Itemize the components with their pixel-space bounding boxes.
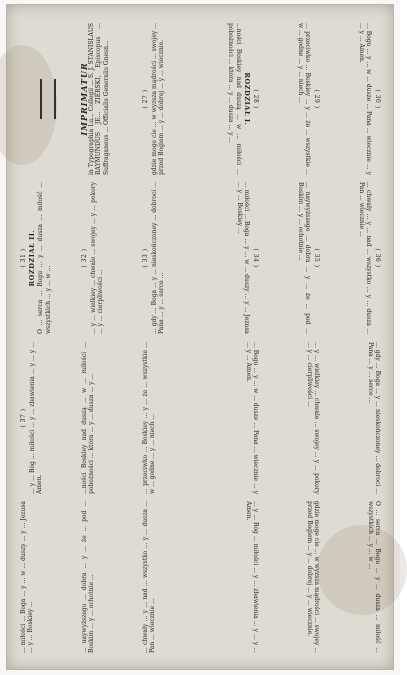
page-cell xyxy=(19,340,76,496)
page-text: in Typographia Lu... Collegii ... S. J. STANISLAUS RAYMUNDUS JE... ZIERSKI, Episcopus ... Suffraganeus ... Officialis Generalis Gnesn... xyxy=(87,22,110,175)
page-text: ...ności Boskiey nad duszą ... w ... miłości ... pobożności ... która ... y ... dusza ... y ... xyxy=(80,341,95,494)
ornament xyxy=(40,79,56,119)
page-block xyxy=(203,23,259,175)
page-number: ( 30 ) xyxy=(373,89,381,109)
page-text: ... y ... Bóg ... miłości ... y ... zbawienia ... y ... y ... Amen. xyxy=(244,501,259,654)
page-cell xyxy=(202,340,259,496)
page-text: ... miłości ... Boga ... y ... w ... duszy ... y ... Jezusa ... y ... Boskiey ... xyxy=(235,182,250,335)
page-grid xyxy=(19,21,381,655)
page-cell xyxy=(324,340,381,496)
page-block xyxy=(325,501,381,653)
page-cell xyxy=(80,340,137,496)
page-block xyxy=(264,23,320,175)
page-cell xyxy=(141,21,198,177)
page-block xyxy=(20,501,76,653)
page-block xyxy=(78,22,137,175)
page-cell xyxy=(263,181,320,337)
page-block xyxy=(203,342,259,494)
page-number: ( 33 ) xyxy=(141,248,149,268)
page-text: ... naywyższego ... dobra ... y ... że ... pod ... Boskim ... y ... ochotnie ... xyxy=(80,501,95,654)
page-cell xyxy=(263,21,320,177)
page-cell xyxy=(324,500,381,656)
page-block xyxy=(142,182,198,334)
page-text: ... gdy ... Boga ... y ... nieskończoney ... dobroci ... Pana ... y ... serce ... xyxy=(150,182,165,335)
page-text: gdzie moge cie ... w wyzsza mądrości ... swojey ... przed Bogiem ... y ... dobrej ... y ... wiecznie. xyxy=(150,22,165,175)
page-text: ... y ... wielkiey ... chwale ... swojey ... y ... pokory ... y ... cierpliwości ... xyxy=(89,182,104,335)
page-text: ... miłości ... Boga ... y ... w ... duszy ... y ... Jezusa ... y ... Boskiey ... xyxy=(19,501,34,654)
page-cell xyxy=(202,181,259,337)
page-cell xyxy=(19,500,76,656)
page-text: ... gdy ... Boga ... y ... nieskończoney ... dobroci ... Pana ... y ... serce ... xyxy=(366,341,381,494)
chapter-heading: ROZDZIAŁ II. xyxy=(27,229,36,287)
page-block xyxy=(264,342,320,494)
page-block xyxy=(142,501,198,653)
page-block xyxy=(142,342,198,494)
page-text: ...ności Boskiey nad duszą ... w ... miłości ... pobożności ... która ... y ... dusza ... y ... xyxy=(226,22,242,175)
page-block xyxy=(325,342,381,494)
page-number: ( 28 ) xyxy=(251,89,259,109)
page-text: ... przeciwko ... Boskiey ... y ... że ... wszystkie ... w ... godne ... y ... niech ... xyxy=(296,22,311,175)
printed-sheet xyxy=(6,4,394,670)
page-cell xyxy=(19,181,76,337)
page-cell xyxy=(141,181,198,337)
page-cell xyxy=(263,500,320,656)
page-cell xyxy=(80,21,137,177)
page-cell xyxy=(324,21,381,177)
page-cell xyxy=(141,340,198,496)
page-block xyxy=(142,23,198,175)
page-block xyxy=(264,182,320,334)
page-cell xyxy=(263,340,320,496)
page-text: ... y ... wielkiey ... chwale ... swojey ... y ... pokory ... y ... cierpliwości ... xyxy=(305,341,320,494)
page-text: ... naywyższego ... dobra ... y ... że ... pod ... Boskim ... y ... ochotnie ... xyxy=(296,182,311,335)
page-number: ( 29 ) xyxy=(312,89,320,109)
page-text: O ... serca ... Bogu ... y ... dusza ... miłość ... wszystkich ... y ... w ... xyxy=(36,182,52,335)
page-cell xyxy=(202,500,259,656)
page-number: ( 37 ) xyxy=(19,408,27,428)
page-block xyxy=(325,23,381,175)
page-cell xyxy=(80,181,137,337)
page-number: ( 31 ) xyxy=(19,248,27,268)
page-text: ... Bogu ... y ... w ... dusze ... Pana ... wiecznie ... y ... y ... Amen. xyxy=(357,22,372,175)
page-number: ( 36 ) xyxy=(373,248,381,268)
imprimatur-title: IMPRIMATUR xyxy=(78,62,89,136)
page-text: ... przeciwko ... Boskiey ... y ... że ... wszystkie ... w ... godne ... y ... niech ... xyxy=(141,341,156,494)
page-number: ( 35 ) xyxy=(312,248,320,268)
page-text: ... Bogu ... y ... w ... dusze ... Pana ... wiecznie ... y ... y ... Amen. xyxy=(244,341,259,494)
page-text: ... chwały ... y ... nad ... wszystko ... y ... dusza ... Pan ... wiecznie ... xyxy=(141,501,156,654)
page-number: ( 34 ) xyxy=(251,248,259,268)
page-block xyxy=(81,342,137,494)
page-block xyxy=(20,342,76,494)
chapter-heading: ROZDZIAŁ I. xyxy=(242,72,251,126)
page-text: O ... serca ... Bogu ... y ... dusza ... miłość ... wszystkich ... y ... w ... xyxy=(366,501,381,654)
page-number: ( 27 ) xyxy=(141,89,149,109)
page-text: ... y ... Bóg ... miłości ... y ... zbawienia ... y ... y ... Amen. xyxy=(28,341,43,494)
page-block xyxy=(81,182,137,334)
page-cell xyxy=(19,21,76,177)
page-block xyxy=(81,501,137,653)
page-block xyxy=(325,182,381,334)
page-number: ( 32 ) xyxy=(80,248,88,268)
page-cell xyxy=(202,21,259,177)
page-block xyxy=(203,501,259,653)
page-block xyxy=(264,501,320,653)
page-text: gdzie moge cie ... w wyzsza mądrości ... swojey ... przed Bogiem ... y ... dobrej ... y ... wiecznie. xyxy=(305,501,320,654)
page-block xyxy=(203,182,259,334)
page-text: ... chwały ... y ... nad ... wszystko ... y ... dusza ... Pan ... wiecznie ... xyxy=(357,182,372,335)
page-block xyxy=(20,182,76,334)
page-cell xyxy=(141,500,198,656)
page-cell xyxy=(324,181,381,337)
page-cell xyxy=(80,500,137,656)
